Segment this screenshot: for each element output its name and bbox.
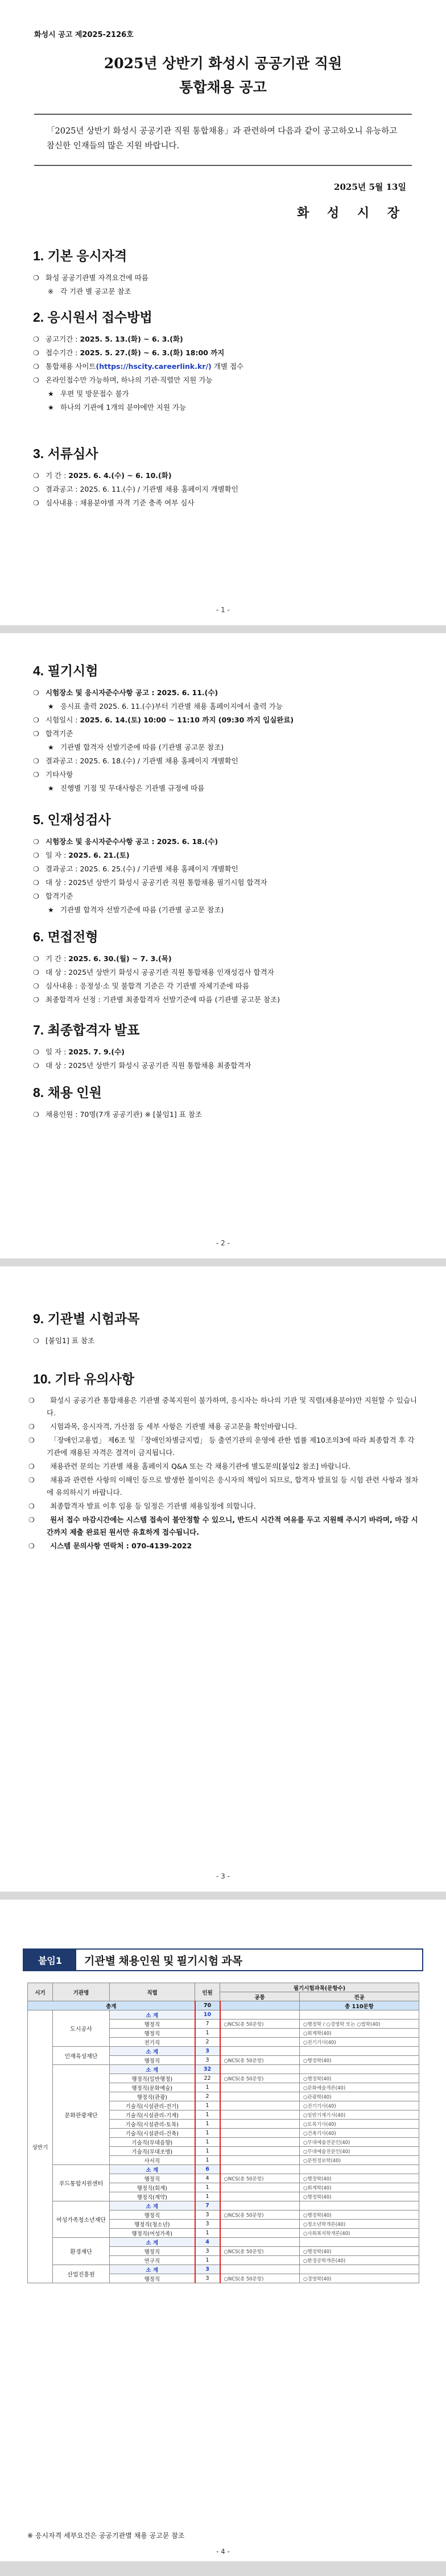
count-cell: 7 [195,2201,220,2211]
section-6: 6. 면접전형 ❍ 기 간 : 2025. 6. 30.(월) ~ 7. 3.(목) ❍ 대 상 : 2025년 상반기 화성시 공공기관 직원 통합채용 인재성검사 합격자 ❍ 심사내용 : 응정성·소 및 불합격 기준은 각 기관별 자체기준에 따름 ❍ 최종합격자 선정 : 기관별 최종합격자 선발기준에 따름 (기관별 공고문 참조) [33,926,420,1007]
bullet-icon: ❍ [33,335,39,343]
section-9: 9. 기관별 시험과목 ❍ [붙임1] 표 참조 [33,1308,420,1348]
section-heading: 6. 면접전형 [33,929,98,944]
job-cell: 소 계 [110,2047,195,2056]
job-cell: 행정직(계약) [110,2192,195,2201]
major-subject-cell: ○일반기계기사(40) [300,2110,419,2120]
job-cell: 기술직(시설관리-전기) [110,2101,195,2110]
table-row [28,2201,419,2211]
section-2: 2. 응시원서 접수방법 ❍ 공고기간 : 2025. 5. 13.(화) ~ 6. 3.(화) ❍ 접수기간 : 2025. 5. 27.(화) ~ 6. 3.(화) 18:00 까지 ❍ 통합채용 사이트(https://hscity.careerlink.kr/) 개별 접수 ❍ 온라인접수만 가능하며, 하나의 기관·직렬만 지원 가능 ★ 우편 및 방문접수 불가 ★ 하나의 기관에 1개의 분야에만 지원 가능 [33,307,420,414]
job-cell: 행정직 [110,2211,195,2220]
count-cell: 1 [195,2120,220,2129]
star-icon: ★ [48,703,54,711]
intro-box: 「2025년 상반기 화성시 공공기관 직원 통합채용」과 관련하여 다음과 같이 공고하오니 유능하고 참신한 인재들의 많은 지원 바랍니다. [34,114,412,166]
job-cell: 기술직(시설관리-건축) [110,2129,195,2138]
bullet-icon: ❍ [33,982,39,990]
total-count: 70 [195,2001,220,2010]
major-subject-cell: ○무대예술전문인(40) [300,2138,419,2147]
bullet-icon: ❍ [33,851,39,859]
org-cell: 여성가족청소년재단 [53,2201,110,2238]
count-cell: 3 [195,2047,220,2056]
count-cell: 1 [195,2138,220,2147]
count-cell: 6 [195,2165,220,2174]
page-2 [0,633,446,1258]
table-row [28,2047,419,2056]
count-cell: 3 [195,2274,220,2283]
job-cell: 소 계 [110,2265,195,2274]
bullet-icon: ❍ [28,1542,35,1550]
major-subject-cell: ○무대예술전문인(40) [300,2147,419,2156]
major-subject-cell [300,2201,419,2211]
bullet-icon: ❍ [33,485,39,493]
careerlink-link[interactable]: (https://hscity.careerlink.kr/) [96,362,212,371]
major-subject-cell: ○경영학(40) [300,2274,419,2283]
common-subject-cell [220,2192,300,2201]
common-subject-cell [220,2183,300,2192]
count-cell: 1 [195,2256,220,2265]
job-cell: 행정직 [110,2247,195,2256]
job-cell: 전기직 [110,2038,195,2047]
common-subject-cell [220,2120,300,2129]
major-subject-cell: ○문헌정보학(40) [300,2156,419,2165]
section-4: 4. 필기시험 ❍ 시험장소 및 응시자준수사항 공고 : 2025. 6. 11.(수) ★ 응시표 출력 2025. 6. 11.(수)부터 기관별 채용 홈페이지에서 출력 가능 ❍ 시험일시 : 2025. 6. 14.(토) 10:00 ~ 11:10 까지 (09:30 까지 입실완료) ❍ 합격기준 ★ 기관별 합격자 선발기준에 따름 (기관별 공고문 참조) ❍ 결과공고 : 2025. 6. 18.(수) / 기관별 채용 홈페이지 개별확인 ❍ 기타사항 ★ 진행별 기점 및 무대사항은 기관별 규정에 따름 [33,660,420,795]
major-subject-cell: ○환경공학개론(40) [300,2256,419,2265]
table-row-total [28,2001,419,2010]
count-cell: 1 [195,2156,220,2165]
job-cell: 행정직 [110,2174,195,2183]
job-cell: 행정직(여성가족) [110,2229,195,2238]
annex-tag: 붙임1 [24,1950,76,1970]
common-subject-cell [220,2029,300,2038]
common-subject-cell: ○NCS(총 50문항) [220,2274,300,2283]
major-subject-cell [300,2047,419,2056]
count-cell: 2 [195,2038,220,2047]
job-cell: 소 계 [110,2165,195,2174]
bullet-icon: ❍ [33,376,39,384]
major-subject-cell: ○건축기사(40) [300,2129,419,2138]
job-cell: 소 계 [110,2238,195,2247]
col-exam: 필기시험과목(문항수) [220,1983,419,1992]
job-cell: 소 계 [110,2065,195,2074]
common-subject-cell [220,2147,300,2156]
major-subject-cell [300,2010,419,2020]
bullet-icon: ❍ [33,969,39,977]
common-subject-cell [220,2256,300,2265]
count-cell: 1 [195,2183,220,2192]
common-subject-cell [220,2129,300,2138]
table-row [28,2010,419,2020]
common-subject-cell [220,2010,300,2020]
major-subject-cell: ○회계학(40) [300,2029,419,2038]
count-cell: 3 [195,2056,220,2065]
common-subject-cell [220,2065,300,2074]
common-subject-cell [220,2229,300,2238]
common-subject-cell [220,2138,300,2147]
major-subject-cell: ○관광학(40) [300,2092,419,2101]
section-heading: 4. 필기시험 [33,663,98,678]
star-icon: ★ [48,390,54,398]
job-cell: 행정직 [110,2056,195,2065]
bullet-icon: ❍ [28,1423,35,1431]
table-cell [220,2001,300,2010]
count-cell: 1 [195,2083,220,2092]
section-heading: 1. 기본 응시자격 [33,248,127,263]
title-line-1: 2025년 상반기 화성시 공공기관 직원 [104,55,342,72]
count-cell: 1 [195,2110,220,2120]
common-subject-cell [220,2101,300,2110]
col-period: 시기 [28,1983,53,2001]
star-icon: ★ [48,743,54,751]
bullet-icon: ❍ [28,1476,35,1484]
job-cell: 기술직(시설관리-기계) [110,2110,195,2120]
job-cell: 행정직 [110,2029,195,2038]
major-subject-cell [300,2238,419,2247]
star-icon: ★ [48,784,54,792]
common-subject-cell [220,2156,300,2165]
major-subject-cell [300,2265,419,2274]
common-subject-cell [220,2038,300,2047]
section-8: 8. 채용 인원 ❍ 채용인원 : 70명(7개 공공기관) ※ [붙임1] 표 참조 [33,1082,420,1121]
common-subject-cell [220,2220,300,2229]
table-row [28,2165,419,2174]
annex-title: 기관별 채용인원 및 필기시험 과목 [84,1955,243,1967]
major-subject-cell: ○회계학(40) [300,2183,419,2192]
total-label: 총계 [28,2001,195,2010]
section-heading: 10. 기타 유의사항 [33,1372,135,1386]
common-subject-cell [220,2047,300,2056]
bullet-icon: ❍ [28,1462,35,1470]
job-cell: 소 계 [110,2010,195,2020]
common-subject-cell: ○NCS(총 50문항) [220,2020,300,2029]
major-subject-cell [300,2165,419,2174]
count-cell: 4 [195,2238,220,2247]
count-cell: 1 [195,2101,220,2110]
period-cell: 상반기 [28,2010,53,2283]
col-org: 기관명 [53,1983,110,2001]
bullet-icon: ❍ [33,879,39,887]
major-subject-cell: ○행정학(40) [300,2074,419,2083]
job-cell: 행정직 [110,2020,195,2029]
org-cell: 환경재단 [53,2238,110,2265]
bullet-icon: ❍ [33,955,39,963]
bullet-icon: ❍ [33,838,39,846]
count-cell: 4 [195,2174,220,2183]
major-subject-cell: ○행정학(40) [300,2174,419,2183]
common-subject-cell [220,2201,300,2211]
page-number: - 1 - [216,606,230,614]
title-line-2: 통합채용 공고 [179,79,267,95]
org-cell: 문화관광재단 [53,2065,110,2165]
count-cell: 3 [195,2211,220,2220]
section-heading: 7. 최종합격자 발표 [33,1023,140,1037]
count-cell: 2 [195,2092,220,2101]
common-subject-cell [220,2165,300,2174]
section-5: 5. 인재성검사 ❍ 시험장소 및 응시자준수사항 공고 : 2025. 6. 18.(수) ❍ 일 자 : 2025. 6. 21.(토) ❍ 결과공고 : 2025. 6. 25.(수) / 기관별 채용 홈페이지 개별확인 ❍ 대 상 : 2025년 상반기 화성시 공공기관 직원 통합채용 필기시험 합격자 ❍ 합격기준 ★ 기관별 합격자 선발기준에 따름 (기관별 공고문 참조) [33,809,420,917]
table-row [28,2265,419,2274]
footnote: ※ 응시자격 세부요건은 공공기관별 채용 공고문 참조 [27,2532,185,2540]
bullet-icon: ❍ [33,1062,39,1070]
note-icon: ※ [48,288,54,296]
bullet-icon: ❍ [28,1436,35,1444]
common-subject-cell [220,2238,300,2247]
bullet-icon: ❍ [33,689,39,697]
section-heading: 2. 응시원서 접수방법 [33,310,152,325]
section-heading: 9. 기관별 시험과목 [33,1311,140,1326]
common-subject-cell [220,2092,300,2101]
job-cell: 기술직(무대음향) [110,2138,195,2147]
bullet-icon: ❍ [33,892,39,900]
page-1 [0,0,446,625]
org-cell: 푸드통합지원센터 [53,2165,110,2201]
job-cell: 사서직 [110,2156,195,2165]
common-subject-cell: ○NCS(총 50문항) [220,2211,300,2220]
bullet-icon: ❍ [33,771,39,779]
col-major: 전공 [300,1992,419,2001]
page-number: - 3 - [216,1872,230,1880]
col-job: 직렬 [110,1983,195,2001]
bullet-icon: ❍ [33,865,39,873]
org-cell: 산업진흥원 [53,2265,110,2283]
count-cell: 1 [195,2229,220,2238]
section-heading: 5. 인재성검사 [33,812,111,827]
org-cell: 도시공사 [53,2010,110,2047]
count-cell: 3 [195,2247,220,2256]
major-subject-cell: ○행정학(40) [300,2192,419,2201]
table-row [28,2065,419,2074]
count-cell: 1 [195,2147,220,2156]
count-cell: 3 [195,2220,220,2229]
common-subject-cell: ○NCS(총 50문항) [220,2247,300,2256]
count-cell: 1 [195,2192,220,2201]
count-cell: 7 [195,2020,220,2029]
job-cell: 기술직(시설관리-토목) [110,2120,195,2129]
count-cell: 3 [195,2265,220,2274]
count-cell: 10 [195,2010,220,2020]
col-count: 인원 [195,1983,220,2001]
common-subject-cell: ○NCS(총 50문항) [220,2174,300,2183]
count-cell: 32 [195,2065,220,2074]
major-subject-cell [300,2065,419,2074]
common-subject-cell: ○NCS(총 50문항) [220,2056,300,2065]
job-cell: 행정직(문화예술) [110,2083,195,2092]
major-subject-cell: ○전기기사(40) [300,2038,419,2047]
major-subject-cell: ○행정학(40) [300,2247,419,2256]
major-subject-cell: ○행정학(40) [300,2211,419,2220]
annex-header [23,1948,423,1971]
section-1: 1. 기본 응시자격 ❍ 화성 공공기관별 자격요건에 따름 ※ 각 기관 별 공고문 참조 [33,246,420,298]
section-heading: 8. 채용 인원 [33,1085,102,1100]
count-cell: 1 [195,2129,220,2138]
star-icon: ★ [48,906,54,914]
bullet-icon: ❍ [33,274,39,282]
notice-date: 2025년 5월 13일 [334,182,406,192]
job-cell: 행정직(일반행정) [110,2074,195,2083]
star-icon: ★ [48,404,54,412]
section-3: 3. 서류심사 ❍ 기 간 : 2025. 6. 4.(수) ~ 6. 10.(화) ❍ 결과공고 : 2025. 6. 11.(수) / 기관별 채용 홈페이지 개별확인 ❍ 심사내용 : 채용분야별 자격 기준 충족 여부 심사 [33,443,420,510]
job-cell: 행정직 [110,2274,195,2283]
bullet-icon: ❍ [33,757,39,765]
bullet-icon: ❍ [28,1516,35,1524]
major-subject-cell: ○사회복지학개론(40) [300,2229,419,2238]
major-subject-cell: ○청소년학개론(40) [300,2220,419,2229]
col-common: 공통 [220,1992,300,2001]
section-7: 7. 최종합격자 발표 ❍ 일 자 : 2025. 7. 9.(수) ❍ 대 상 : 2025년 상반기 화성시 공공기관 직원 통합채용 최종합격자 [33,1020,420,1073]
job-cell: 기술직(무대조명) [110,2147,195,2156]
major-subject-cell: ○행정학 / ○경영학 또는 ○법학(40) [300,2020,419,2029]
bullet-icon: ❍ [33,349,39,357]
major-subject-cell: ○문화예술개론(40) [300,2083,419,2092]
notice-number: 화성시 공고 제2025-2126호 [34,31,134,39]
page-number: - 4 - [216,2548,230,2556]
common-subject-cell [220,2265,300,2274]
bullet-icon: ❍ [28,1397,35,1405]
bullet-icon: ❍ [33,363,39,371]
org-cell: 인재육성재단 [53,2047,110,2065]
positions-table [27,1983,419,2283]
page-number: - 2 - [216,1239,230,1247]
issuer: 화 성 시 장 [297,206,406,221]
page-3 [0,1266,446,1892]
page-4 [0,1900,446,2561]
bullet-icon: ❍ [33,1337,39,1345]
bullet-icon: ❍ [33,499,39,507]
bullet-icon: ❍ [33,472,39,480]
job-cell: 행정직(회계) [110,2183,195,2192]
job-cell: 행정직(관광) [110,2092,195,2101]
bullet-icon: ❍ [33,996,39,1004]
table-row [28,2238,419,2247]
section-heading: 3. 서류심사 [33,446,98,461]
bullet-icon: ❍ [33,1111,39,1119]
count-cell: 22 [195,2074,220,2083]
job-cell: 소 계 [110,2201,195,2211]
major-subject-cell: ○토목기사(40) [300,2120,419,2129]
major-subject-cell: ○전기기사(40) [300,2101,419,2110]
common-subject-cell: ○NCS(총 50문항) [220,2074,300,2083]
bullet-icon: ❍ [33,730,39,738]
bullet-icon: ❍ [28,1502,35,1510]
common-subject-cell [220,2110,300,2120]
bullet-icon: ❍ [33,1048,39,1056]
count-cell: 1 [195,2029,220,2038]
bullet-icon: ❍ [33,716,39,724]
job-cell: 연구직 [110,2256,195,2265]
total-major: 총 110문항 [300,2001,419,2010]
section-10: 10. 기타 유의사항 ❍ 화성시 공공기관 통합채용은 기관별 중복지원이 불가하며, 응시자는 하나의 기관 및 직렬(채용분야)만 지원할 수 있습니다. ❍ 시험과목, 응시자격, 가산점 등 세부 사항은 기관별 채용 공고문을 확인바랍니다. ❍ 「장애인고용법」 제6조 및 「장애인차별금지법」 등 출연기관의 운영에 관한 법률 제10조의3에 따라 최종합격 후 각 기관에 재용된 자격은 결격이 금지됩니다. ❍ 채용관련 문의는 기관별 채용 홈페이지 Q&A 또는 각 채용기관에 별도문의[붙임2 참조] 바랍니다. ❍ 채용과 관련한 사항의 이해인 등으로 발생한 불이익은 응시자의 책임이 되므로, 합격자 발표일 등 시험 관련 사항과 절차에 유의하시기 바랍니다. ❍ 최종합격자 발표 이후 임용 등 일정은 기관별 채용일정에 의합니다. ❍ 원서 접수 마감시간에는 시스템 접속이 불안정할 수 있으니, 반드시 시간적 여유를 두고 지원해 주시기 바라며, 마감 시간까지 제출 완료된 원서만 유효하게 접수됩니다. ❍ 시스템 문의사항 연락처 : 070-4139-2022 [33,1369,420,1553]
job-cell: 행정직(청소년) [110,2220,195,2229]
major-subject-cell: ○행정학(40) [300,2056,419,2065]
common-subject-cell [220,2083,300,2092]
